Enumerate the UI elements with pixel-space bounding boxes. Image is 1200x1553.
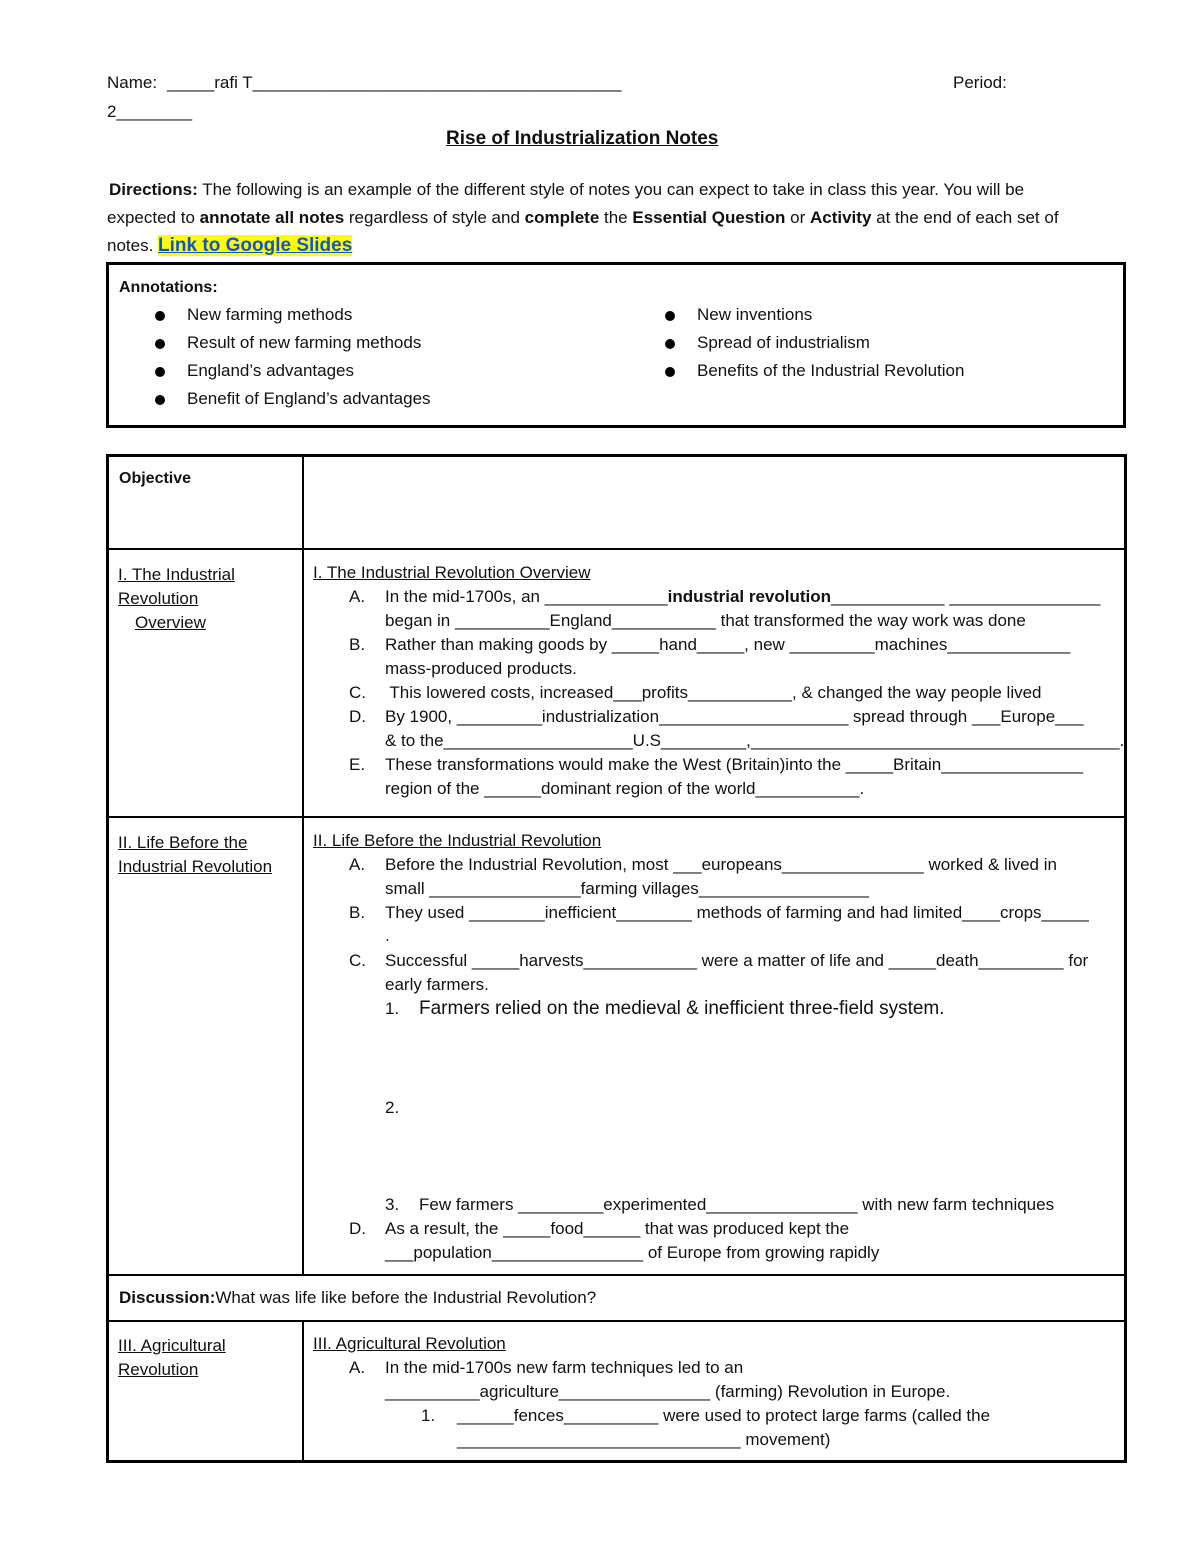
note-text: In the mid-1700s new farm techniques led to an xyxy=(385,1358,744,1377)
s2-subitem-2: 2. xyxy=(385,1098,400,1117)
directions-line-2 xyxy=(107,208,1059,228)
discussion-row xyxy=(119,1288,596,1308)
google-slides-link[interactable]: Link to Google Slides xyxy=(158,235,353,256)
item-letter: C. xyxy=(349,683,366,702)
s1-item-e-cont: region of the ______dominant region of the world___________. xyxy=(385,779,865,798)
s1-item-c xyxy=(349,683,1042,703)
item-letter: A. xyxy=(349,587,366,606)
bullet-icon xyxy=(665,367,675,377)
note-text: These transformations would make the West (Britain)into the _____Britain_______________ xyxy=(385,755,1084,774)
directions-text: or xyxy=(785,208,810,227)
annotation-text: Benefits of the Industrial Revolution xyxy=(697,361,965,380)
annotation-item xyxy=(155,333,421,353)
section-2-label xyxy=(118,831,272,879)
s1-item-b-cont: mass-produced products. xyxy=(385,659,577,678)
s2-item-a xyxy=(349,855,1057,875)
s3-subitem-1-cont: ______________________________ movement) xyxy=(457,1430,831,1449)
annotation-item xyxy=(665,333,870,353)
item-number: 1. xyxy=(385,999,400,1018)
directions-emphasis: annotate all notes xyxy=(199,208,345,227)
s1-item-a-cont: began in __________England___________ that transformed the way work was done xyxy=(385,611,1026,630)
s2-subitem-1 xyxy=(385,998,945,1020)
note-answer: industrial revolution xyxy=(667,587,832,606)
item-letter: B. xyxy=(349,635,366,654)
s2-item-c-cont: early farmers. xyxy=(385,975,489,994)
item-letter: A. xyxy=(349,855,366,874)
s1-item-d xyxy=(349,707,1084,727)
section-label-line: I. The Industrial xyxy=(118,565,235,584)
section-2-heading: II. Life Before the Industrial Revolution xyxy=(313,831,602,850)
row-divider xyxy=(107,1320,1125,1322)
s2-subitem-3 xyxy=(385,1195,1054,1215)
bullet-icon xyxy=(155,311,165,321)
note-text: ______fences__________ were used to protect large farms (called the xyxy=(457,1406,991,1425)
note-text: ____________ ________________ xyxy=(831,587,1101,606)
annotation-item xyxy=(155,361,354,381)
annotation-item xyxy=(665,361,964,381)
note-text: In the mid-1700s, an _____________ xyxy=(385,587,668,606)
objective-label: Objective xyxy=(119,470,192,487)
annotation-item xyxy=(155,389,431,409)
item-letter: A. xyxy=(349,1358,366,1377)
s3-subitem-1 xyxy=(421,1406,990,1426)
directions-text: the xyxy=(599,208,633,227)
s2-item-d xyxy=(349,1219,849,1239)
discussion-label: Discussion: xyxy=(119,1288,216,1307)
section-label-line: II. Life Before the xyxy=(118,833,248,852)
s1-item-b xyxy=(349,635,1070,655)
column-divider xyxy=(302,455,304,1275)
page-title: Rise of Industrialization Notes xyxy=(446,128,719,149)
annotation-text: New inventions xyxy=(697,305,813,324)
section-1-label xyxy=(118,563,235,635)
section-3-label xyxy=(118,1334,226,1382)
name-value[interactable]: _____rafi T_______________________________________ xyxy=(167,73,622,92)
directions-text: notes. xyxy=(107,236,159,255)
row-divider xyxy=(107,548,1125,550)
section-label-line: Overview xyxy=(135,613,206,632)
s1-item-a xyxy=(349,587,1100,607)
note-text: Few farmers _________experimented________________ with new farm techniques xyxy=(419,1195,1055,1214)
s2-item-d-cont: ___population________________ of Europe from growing rapidly xyxy=(385,1243,880,1262)
section-3-heading: III. Agricultural Revolution xyxy=(313,1334,506,1353)
bullet-icon xyxy=(155,367,165,377)
directions-label: Directions: xyxy=(109,180,198,199)
bullet-icon xyxy=(155,339,165,349)
section-label-line: Industrial Revolution xyxy=(118,857,273,876)
annotation-text: England’s advantages xyxy=(187,361,354,380)
annotation-text: Benefit of England’s advantages xyxy=(187,389,431,408)
directions-line-3 xyxy=(107,235,352,257)
note-text: Rather than making goods by _____hand_____, new _________machines_____________ xyxy=(385,635,1071,654)
s1-item-e xyxy=(349,755,1083,775)
note-text: By 1900, _________industrialization____________________ spread through ___Europe___ xyxy=(385,707,1084,726)
directions-text: at the end of each set of xyxy=(871,208,1059,227)
directions-text-1: The following is an example of the different style of notes you can expect to take in class this year. You will be xyxy=(197,180,1025,199)
note-text: This lowered costs, increased___profits___________, & changed the way people lived xyxy=(385,683,1042,702)
section-label-line: Revolution xyxy=(118,589,199,608)
directions-text: regardless of style and xyxy=(344,208,525,227)
directions-emphasis: complete xyxy=(524,208,600,227)
s3-item-a-cont: __________agriculture________________ (farming) Revolution in Europe. xyxy=(385,1382,951,1401)
item-letter: C. xyxy=(349,951,366,970)
bullet-icon xyxy=(665,339,675,349)
item-letter: E. xyxy=(349,755,366,774)
item-letter: D. xyxy=(349,707,366,726)
note-text: As a result, the _____food______ that was produced kept the xyxy=(385,1219,850,1238)
directions-emphasis: Activity xyxy=(809,208,872,227)
s3-item-a xyxy=(349,1358,743,1378)
period-label: Period: xyxy=(953,73,1007,92)
row-divider xyxy=(107,1274,1125,1276)
s2-item-b xyxy=(349,903,1089,923)
annotation-text: Result of new farming methods xyxy=(187,333,422,352)
s2-item-b-cont: . xyxy=(385,926,390,945)
note-text: Successful _____harvests____________ were a matter of life and _____death_________ for xyxy=(385,951,1089,970)
column-divider xyxy=(302,1321,304,1461)
name-label: Name: xyxy=(107,73,158,92)
section-label-line: Revolution xyxy=(118,1360,199,1379)
annotation-item xyxy=(665,305,812,325)
annotation-item xyxy=(155,305,352,325)
note-text: Before the Industrial Revolution, most ___europeans_______________ worked & lived in xyxy=(385,855,1057,874)
item-number: 1. xyxy=(421,1406,436,1425)
annotation-text: Spread of industrialism xyxy=(697,333,870,352)
directions-emphasis: Essential Question xyxy=(632,208,786,227)
bullet-icon xyxy=(665,311,675,321)
s1-item-d-cont: & to the____________________U.S_________,_______________________________________. xyxy=(385,731,1125,750)
item-letter: D. xyxy=(349,1219,366,1238)
section-label-line: III. Agricultural xyxy=(118,1336,226,1355)
annotation-text: New farming methods xyxy=(187,305,353,324)
row-divider xyxy=(107,816,1125,818)
item-letter: B. xyxy=(349,903,366,922)
item-number: 3. xyxy=(385,1195,400,1214)
s2-item-c xyxy=(349,951,1088,971)
directions-text: expected to xyxy=(107,208,200,227)
bullet-icon xyxy=(155,395,165,405)
section-1-heading: I. The Industrial Revolution Overview xyxy=(313,563,591,582)
s2-item-a-cont: small ________________farming villages__________________ xyxy=(385,879,869,898)
note-text: They used ________inefficient________ methods of farming and had limited____crops_____ xyxy=(385,903,1089,922)
period-value[interactable]: 2________ xyxy=(107,102,193,121)
discussion-question: What was life like before the Industrial Revolution? xyxy=(215,1288,597,1307)
note-text[interactable]: Farmers relied on the medieval & inefficient three-field system. xyxy=(419,998,945,1019)
directions-line-1 xyxy=(109,180,1024,200)
annotations-heading: Annotations: xyxy=(119,279,218,296)
